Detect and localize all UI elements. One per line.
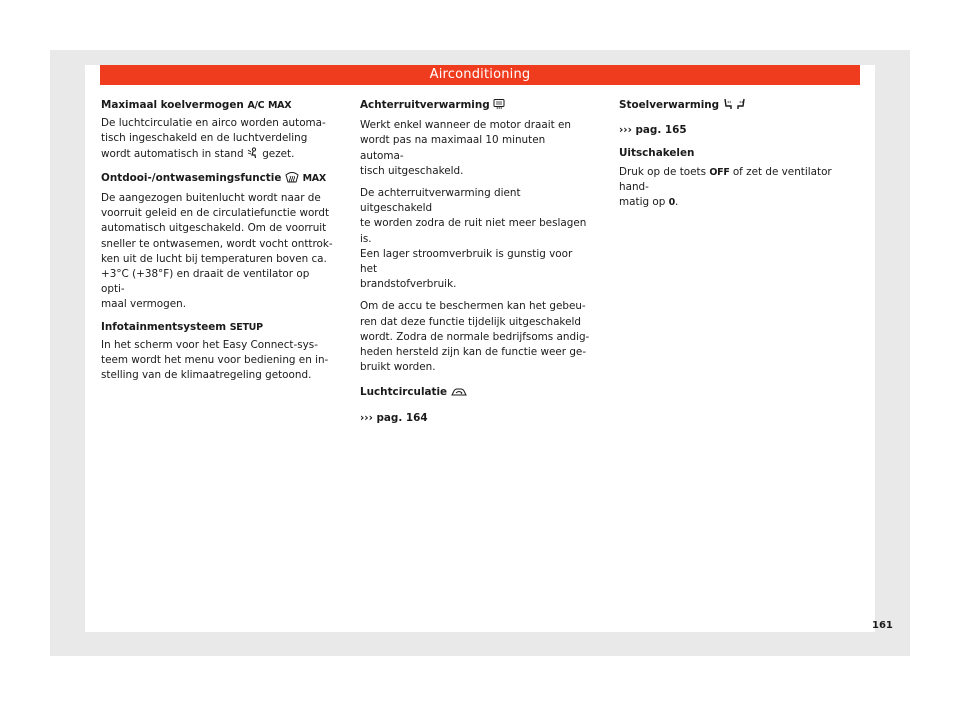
ac-symbol: A/C (247, 100, 265, 111)
paragraph-max-cooling: De luchtcirculatie en airco worden automa- tisch ingeschakeld en de luchtverdeling wordt automatisch in stand gezet. (101, 116, 333, 164)
seat-heating-right-icon (736, 98, 746, 115)
section-header (100, 65, 860, 85)
heading-max-cooling: Maximaal koelvermogen A/C MAX (101, 99, 292, 111)
heading-switch-off: Uitschakelen (619, 147, 695, 160)
max-symbol: MAX (267, 100, 292, 111)
air-recirculation-icon (451, 387, 467, 402)
paragraph-rear-heating-1: Werkt enkel wanneer de motor draait en wordt pas na maximaal 10 minuten automa- tisch uitgeschakeld. (360, 119, 571, 177)
zero-symbol: 0 (668, 197, 675, 209)
column-left (101, 98, 333, 390)
heading-infotainment: Infotainmentsysteem SETUP (101, 320, 263, 333)
section-title: Airconditioning (429, 67, 531, 82)
heading-rear-window-heating: Achterruitverwarming (360, 98, 592, 115)
column-middle (360, 98, 592, 434)
paragraph-defrost: De aangezogen buitenlucht wordt naar de voorruit geleid en de circulatiefunctie wordt automatisch uitgeschakeld. Om de voorruit sneller te ontwasemen, wordt vocht onttrok- ken uit de lucht bij temperaturen boven ca. +3°C (+38°F) en draait de ventilator op opti- maal vermogen. (101, 192, 333, 311)
page-number: 161 (872, 620, 893, 631)
air-distribution-icon (247, 147, 259, 164)
windscreen-defrost-icon (285, 171, 299, 188)
paragraph-infotainment: In het scherm voor het Easy Connect-sys- teem wordt het menu voor bediening en in- stelling van de klimaatregeling getoond. (101, 338, 329, 382)
rear-window-heating-icon (493, 98, 505, 115)
page-reference-165[interactable]: ››› pag. 165 (619, 124, 687, 137)
paragraph-rear-heating-2: De achterruitverwarming dient uitgeschakeld te worden zodra de ruit niet meer beslagen is. Een lager stroomverbruik is gunstig voor het brandstofverbruik. (360, 187, 587, 291)
heading-seat-heating: Stoelverwarming (619, 98, 851, 115)
column-right (619, 98, 851, 217)
page-reference-164[interactable]: ››› pag. 164 (360, 411, 428, 424)
heading-air-recirculation: Luchtcirculatie (360, 385, 592, 402)
setup-symbol: SETUP (229, 321, 263, 333)
off-symbol: OFF (709, 166, 730, 178)
paragraph-switch-off: Druk op de toets OFF of zet de ventilator hand- matig op 0. (619, 165, 832, 209)
max-symbol: MAX (302, 172, 326, 184)
heading-defrost: Ontdooi-/ontwasemingsfunctie MAX (101, 171, 333, 188)
paragraph-rear-heating-3: Om de accu te beschermen kan het gebeu- ren dat deze functie tijdelijk uitgeschakeld wordt. Zodra de normale bedrijfsoms andig- heden hersteld zijn kan de functie weer ge- bruikt worden. (360, 300, 590, 374)
seat-heating-left-icon (723, 98, 733, 115)
